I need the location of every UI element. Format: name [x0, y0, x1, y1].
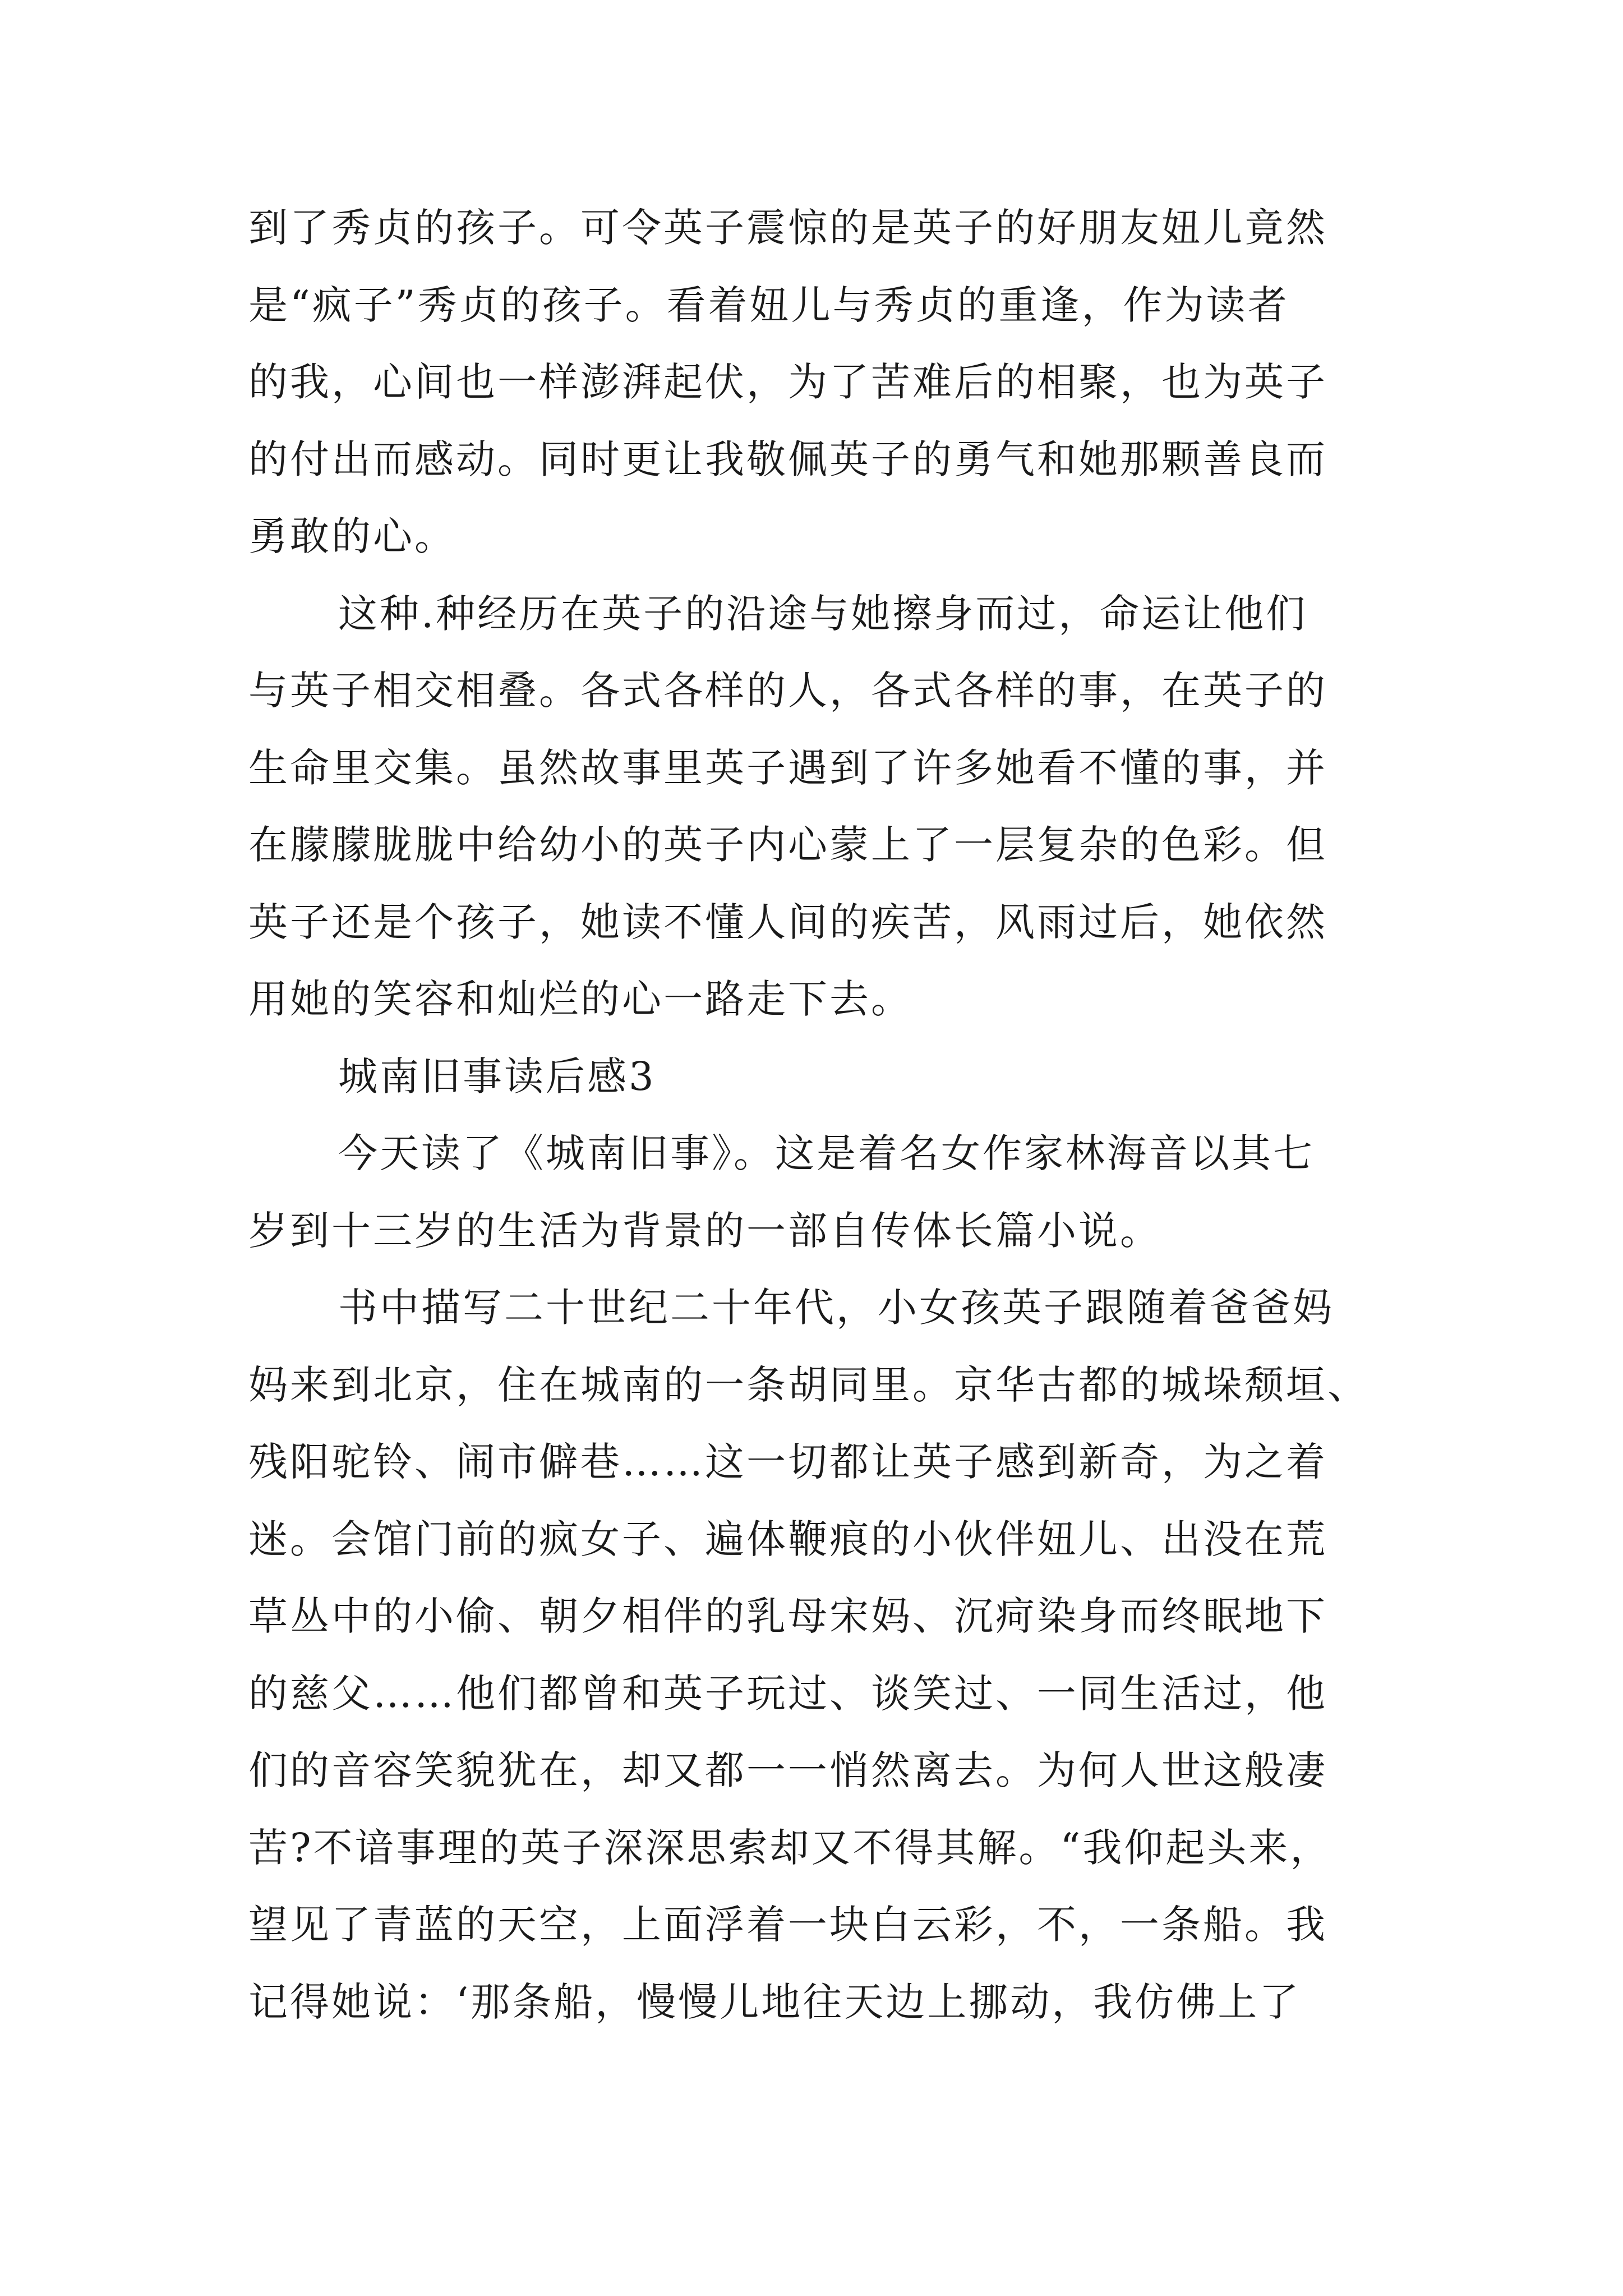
text-line: 的付出而感动。同时更让我敬佩英子的勇气和她那颗善良而 [248, 436, 1327, 482]
body-text [248, 190, 1381, 2041]
text-line: 这种.种经历在英子的沿途与她擦身而过，命运让他们 [338, 590, 1308, 637]
text-line: 草丛中的小偷、朝夕相伴的乳母宋妈、沉疴染身而终眠地下 [248, 1593, 1327, 1639]
text-line: 是“疯子”秀贞的孩子。看着妞儿与秀贞的重逢，作为读者 [248, 282, 1289, 328]
text-line: 今天读了《城南旧事》。这是着名女作家林海音以其七 [338, 1130, 1315, 1176]
text-line: 的慈父……他们都曾和英子玩过、谈笑过、一同生活过，他 [248, 1670, 1327, 1717]
text-line: 记得她说：‘那条船，慢慢儿地往天边上挪动，我仿佛上了 [248, 1978, 1301, 2025]
text-line: 残阳驼铃、闹市僻巷……这一切都让英子感到新奇，为之着 [248, 1439, 1327, 1485]
text-line: 妈来到北京，住在城南的一条胡同里。京华古都的城垛颓垣、 [248, 1361, 1369, 1408]
text-line: 望见了青蓝的天空，上面浮着一块白云彩，不，一条船。我 [248, 1902, 1327, 1948]
text-line: 英子还是个孩子，她读不懂人间的疾苦，风雨过后，她依然 [248, 899, 1327, 945]
text-line: 苦?不谙事理的英子深深思索却又不得其解。“我仰起头来， [248, 1824, 1332, 1871]
text-line: 城南旧事读后感3 [338, 1053, 656, 1099]
text-line: 与英子相交相叠。各式各样的人，各式各样的事，在英子的 [248, 668, 1327, 714]
text-line: 到了秀贞的孩子。可令英子震惊的是英子的好朋友妞儿竟然 [248, 205, 1327, 251]
text-line: 生命里交集。虽然故事里英子遇到了许多她看不懂的事，并 [248, 744, 1327, 791]
text-line: 们的音容笑貌犹在，却又都一一悄然离去。为何人世这般凄 [248, 1747, 1327, 1793]
text-line: 迷。会馆门前的疯女子、遍体鞭痕的小伙伴妞儿、出没在荒 [248, 1516, 1327, 1562]
text-line: 书中描写二十世纪二十年代，小女孩英子跟随着爸爸妈 [338, 1285, 1334, 1331]
text-line: 的我，心间也一样澎湃起伏，为了苦难后的相聚，也为英子 [248, 359, 1327, 405]
text-line: 勇敢的心。 [248, 513, 456, 559]
text-line: 用她的笑容和灿烂的心一路走下去。 [248, 976, 912, 1022]
text-line: 在朦朦胧胧中给幼小的英子内心蒙上了一层复杂的色彩。但 [248, 822, 1327, 868]
text-line: 岁到十三岁的生活为背景的一部自传体长篇小说。 [248, 1207, 1161, 1254]
